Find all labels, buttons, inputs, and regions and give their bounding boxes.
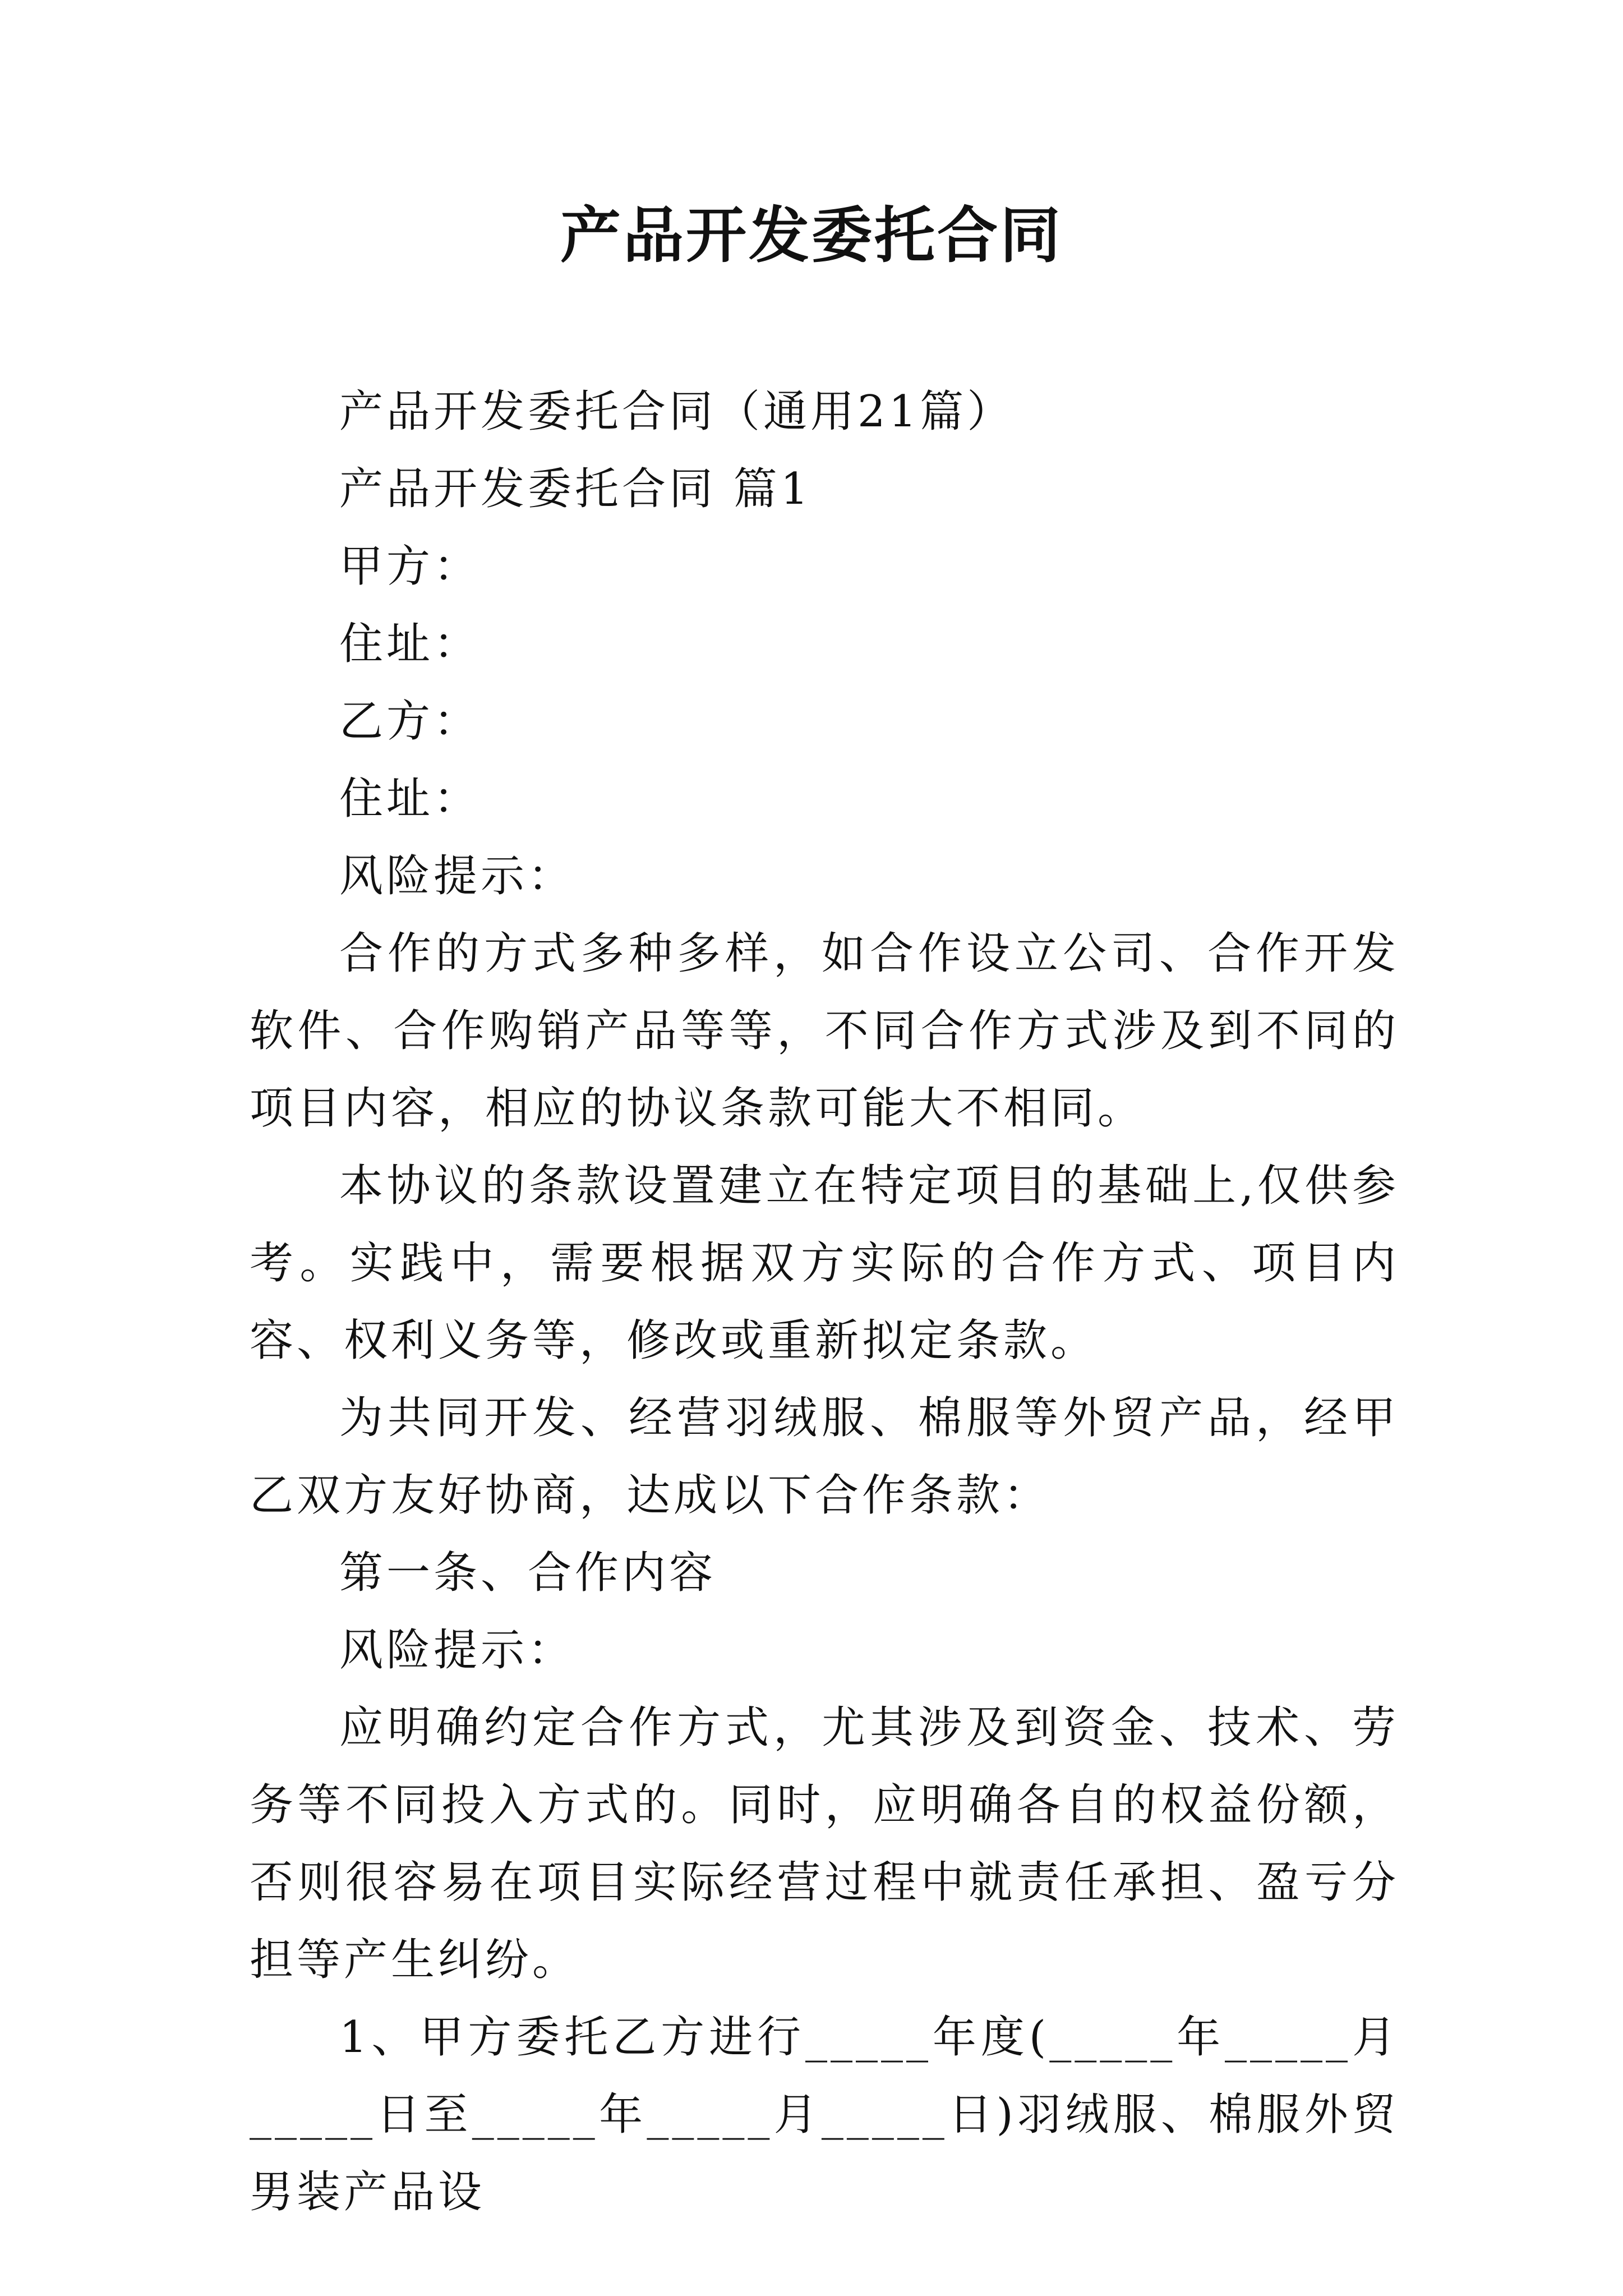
document-body	[250, 373, 1399, 2231]
risk-notice-label: 风险提示：	[339, 851, 575, 901]
party-b-address-label: 住址：	[339, 774, 481, 824]
paragraph: 为共同开发、经营羽绒服、棉服等外贸产品，经甲乙双方友好协商，达成以下合作条款：	[250, 1393, 1399, 1521]
paragraph: 1、甲方委托乙方进行_____年度(_____年_____月_____日至_____年_____月_____日)羽绒服、棉服外贸男装产品设	[250, 2012, 1399, 2217]
paragraph: 应明确约定合作方式，尤其涉及到资金、技术、劳务等不同投入方式的。同时，应明确各自的权益份额，否则很容易在项目实际经营过程中就责任承担、盈亏分担等产生纠纷。	[250, 1703, 1399, 1985]
article-heading: 第一条、合作内容	[339, 1548, 717, 1598]
risk-notice-label: 风险提示：	[339, 1625, 575, 1676]
paragraph: 合作的方式多种多样，如合作设立公司、合作开发软件、合作购销产品等等，不同合作方式涉及到不同的项目内容，相应的协议条款可能大不相同。	[250, 928, 1399, 1134]
party-a-label: 甲方：	[339, 541, 481, 592]
paragraph: 本协议的条款设置建立在特定项目的基础上,仅供参考。实践中，需要根据双方实际的合作方式、项目内容、权利义务等，修改或重新拟定条款。	[250, 1161, 1399, 1366]
document-title: 产品开发委托合同	[560, 200, 1063, 271]
subtitle-line: 产品开发委托合同（通用21篇）	[339, 386, 1015, 437]
party-a-address-label: 住址：	[339, 619, 481, 669]
party-b-label: 乙方：	[339, 696, 481, 747]
section-heading: 产品开发委托合同 篇1	[339, 464, 812, 514]
